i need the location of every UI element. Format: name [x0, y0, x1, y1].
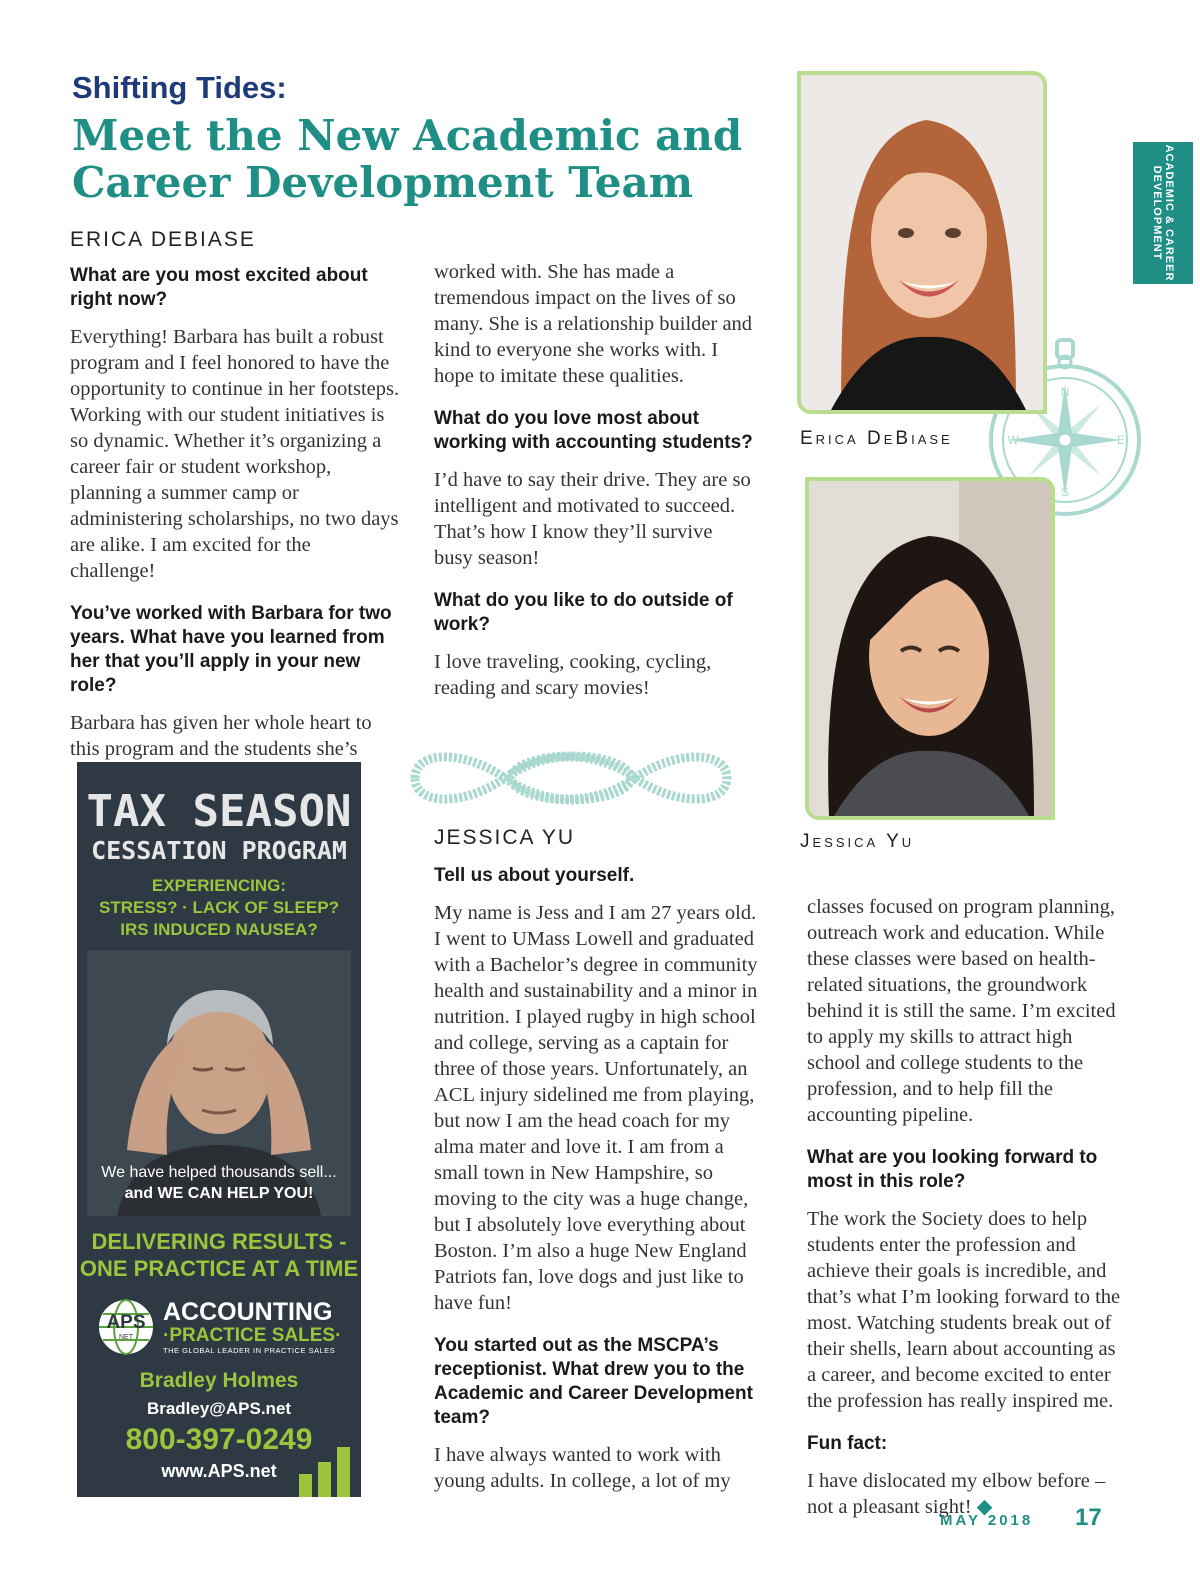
ad-brand-tagline: THE GLOBAL LEADER IN PRACTICE SALES: [163, 1346, 336, 1355]
ad-website-link[interactable]: www.APS.net: [161, 1461, 277, 1481]
ad-title-2: CESSATION PROGRAM: [91, 836, 347, 865]
erica-photo: [797, 71, 1047, 414]
erica-column-2: [434, 259, 754, 719]
erica-answer-3: I’d have to say their drive. They are so intelligent and motivated to succeed. That’s how I know they’ll survive busy season!: [434, 469, 751, 569]
ad-email-link[interactable]: Bradley@APS.net: [146, 1399, 292, 1418]
ad-title-1: TAX SEASON: [86, 786, 352, 837]
kicker: Shifting Tides:: [72, 70, 287, 105]
jessica-column-1: [434, 826, 764, 1512]
ad-photo-text-1: We have helped thousands sell...: [101, 1164, 337, 1181]
erica-answer-2b: worked with. She has made a tremendous impact on the lives of so many. She is a relationship builder and kind to everyone she works with. I hope to imitate these qualities.: [434, 261, 753, 387]
jessica-answer-2a: I have always wanted to work with young adults. In college, a lot of my: [434, 1444, 731, 1492]
jessica-answer-2b: classes focused on program planning, outreach work and education. While these classes were based on health-related situations, the groundwork behind it is still the same. I’m excited to apply my skills to attract high school and college students to the profession, and to help fill the accounting pipeline.: [807, 896, 1116, 1126]
erica-photo-caption: Erica DeBiase: [800, 428, 953, 449]
erica-question-4: What do you like to do outside of work?: [434, 590, 733, 635]
jessica-portrait-icon: [809, 481, 1051, 816]
jessica-answer-1: My name is Jess and I am 27 years old. I went to UMass Lowell and graduated with a Bachelor’s degree in community health and sustainability and a minor in nutrition. I played rugby in high school and college, serving as a captain for three of those years. Unfortunately, an ACL injury sidelined me from playing, but now I am the head coach for my alma mater and love it. I am from a small town in New Hampshire, so moving to the city was a huge change, but I absolutely love everything about Boston. I’m also a huge New England Patriots fan, love dogs and just like to have fun!: [434, 902, 758, 1314]
ad-contact-name: Bradley Holmes: [139, 1369, 299, 1392]
ad-experiencing-1: EXPERIENCING:: [151, 876, 287, 895]
ad-experiencing-2: STRESS? · LACK OF SLEEP?: [99, 898, 339, 917]
rope-knot-icon: [405, 742, 737, 814]
jessica-column-2: [807, 894, 1127, 1538]
ad-photo-text-2: and WE CAN HELP YOU!: [124, 1185, 314, 1202]
erica-name-heading: ERICA DEBIASE: [70, 228, 256, 251]
compass-north-letter: N: [1060, 385, 1070, 399]
page-number: 17: [1075, 1504, 1102, 1531]
jessica-question-3: What are you looking forward to most in this role?: [807, 1147, 1098, 1192]
jessica-answer-3: The work the Society does to help students enter the profession and achieve their goals is incredible, and that’s what I’m looking forward to the most. Watching students break out of their shells, learn about accounting as a career, and become excited to enter the profession has really inspired me.: [807, 1208, 1121, 1412]
jessica-photo-caption: Jessica Yu: [800, 831, 915, 852]
end-mark-icon: ◆: [976, 1496, 993, 1518]
ad-brand-1: ACCOUNTING: [163, 1298, 333, 1326]
jessica-photo: [805, 477, 1055, 820]
section-tab: [1133, 142, 1193, 284]
jessica-question-1: Tell us about yourself.: [434, 865, 635, 886]
page-title: [72, 112, 772, 206]
erica-answer-1: Everything! Barbara has built a robust program and I feel honored to have the opportunity to continue in her footsteps. Working with our student initiatives is so dynamic. Whether it’s organizing a career fair or student workshop, planning a summer camp or administering scholarships, no two days are alike. I am excited for the challenge!: [70, 326, 400, 582]
compass-south-letter: S: [1060, 485, 1070, 499]
erica-question-2: You’ve worked with Barbara for two years. What have you learned from her that you’ll apply in your new role?: [70, 603, 392, 696]
erica-portrait-icon: [801, 75, 1043, 410]
erica-answer-2a: Barbara has given her whole heart to this program and the students she’s: [70, 712, 372, 760]
jessica-question-4: Fun fact:: [807, 1433, 888, 1454]
title-line-2: Career Development Team: [72, 158, 694, 207]
ad-deliver-2: ONE PRACTICE AT A TIME: [79, 1256, 359, 1281]
section-tab-line-2: DEVELOPMENT: [1151, 165, 1163, 261]
title-line-1: Meet the New Academic and: [72, 111, 743, 160]
jessica-answer-4-text: I have dislocated my elbow before – not a pleasant sight!: [807, 1470, 1106, 1518]
aps-logo-text: APS: [106, 1312, 146, 1333]
ad-phone-number[interactable]: 800-397-0249: [125, 1423, 313, 1456]
section-tab-line-1: ACADEMIC & CAREER: [1163, 144, 1175, 282]
advertisement[interactable]: [77, 762, 361, 1497]
compass-east-letter: E: [1116, 433, 1126, 447]
jessica-question-2: You started out as the MSCPA’s receptionist. What drew you to the Academic and Career Development team?: [434, 1335, 753, 1428]
ad-brand-2: ·PRACTICE SALES·: [163, 1325, 342, 1346]
erica-question-1: What are you most excited about right now?: [70, 265, 368, 310]
erica-question-3: What do you love most about working with accounting students?: [434, 408, 753, 453]
ad-experiencing-3: IRS INDUCED NAUSEA?: [120, 920, 318, 939]
erica-answer-4: I love traveling, cooking, cycling, reading and scary movies!: [434, 651, 712, 699]
ad-deliver-1: DELIVERING RESULTS -: [91, 1229, 347, 1254]
erica-column-1: [70, 228, 400, 780]
jessica-name-heading: JESSICA YU: [434, 826, 575, 849]
compass-west-letter: W: [1007, 433, 1019, 447]
growth-bars-icon: [295, 1444, 361, 1497]
footer-issue-date: MAY 2018: [940, 1512, 1034, 1529]
aps-logo-subtext: NET: [119, 1334, 133, 1341]
